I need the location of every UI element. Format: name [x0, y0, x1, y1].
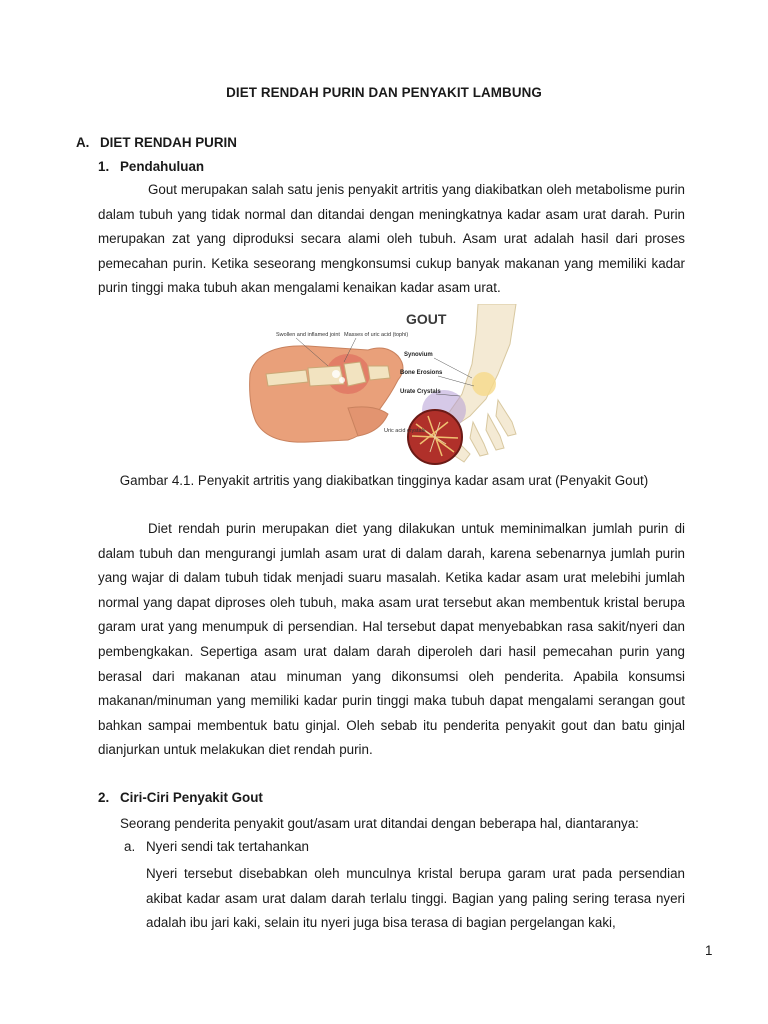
- label-swollen-joint: Swollen and inflamed joint: [276, 332, 340, 338]
- urate-crystal-image: [408, 410, 462, 464]
- subsection-1-heading: [98, 159, 204, 174]
- label-bone-erosions: Bone Erosions: [400, 370, 443, 376]
- list-item-a-heading: [124, 839, 309, 854]
- subsection-1-number: 1.: [98, 159, 110, 174]
- gout-illustration: [248, 304, 524, 474]
- section-a-heading: [76, 135, 237, 150]
- section-a-title: DIET RENDAH PURIN: [100, 135, 237, 150]
- paragraph-introduction: Gout merupakan salah satu jenis penyakit artritis yang diakibatkan oleh metabolisme purin dalam tubuh yang tidak normal dan ditandai dengan meningkatnya kadar asam urat darah. Purin merupakan zat yang diproduksi secara alami oleh tubuh. Asam urat adalah hasil dari proses pemecahan purin. Ketika seseorang mengkonsumsi cukup banyak makanan yang memiliki kadar purin tinggi maka tubuh akan mengalami kenaikan kadar asam urat.: [98, 182, 685, 296]
- list-item-a-title: Nyeri sendi tak tertahankan: [146, 839, 310, 854]
- label-synovium: Synovium: [404, 352, 433, 358]
- page-number: 1: [705, 943, 713, 958]
- section-a-number: A.: [76, 135, 90, 150]
- label-tophi: Masses of uric acid (tophi): [344, 332, 409, 338]
- subsection-1-title: Pendahuluan: [120, 159, 205, 174]
- subsection-2-number: 2.: [98, 790, 110, 805]
- document-title: DIET RENDAH PURIN DAN PENYAKIT LAMBUNG: [226, 85, 542, 100]
- subsection-2-heading: [98, 790, 263, 805]
- subsection-2-title: Ciri-Ciri Penyakit Gout: [120, 790, 263, 805]
- label-urate-crystals: Urate Crystals: [400, 389, 441, 395]
- list-item-a-paragraph: Nyeri tersebut disebabkan oleh munculnya kristal berupa garam urat pada persendian akibat kadar asam urat dalam darah terlalu tinggi. Bagian yang paling sering terasa nyeri adalah ibu jari kaki, selain itu nyeri juga bisa terasa di bagian pergelangan kaki,: [146, 866, 685, 931]
- label-uric-crystals: Uric acid crystals: [384, 428, 426, 434]
- figure-caption: Gambar 4.1. Penyakit artritis yang diakibatkan tingginya kadar asam urat (Penyakit Gout): [119, 473, 649, 488]
- figure-heading: GOUT: [406, 311, 447, 327]
- list-item-a-marker: a.: [124, 839, 136, 854]
- paragraph-diet-description: Diet rendah purin merupakan diet yang dilakukan untuk meminimalkan jumlah purin di dalam tubuh dan mengurangi jumlah asam urat di dalam darah, karena sebenarnya jumlah purin yang wajar di dalam tubuh tidak menjadi suaru masalah. Ketika kadar asam urat melebihi jumlah normal yang dapat diproses oleh tubuh, maka asam urat tersebut akan membentuk kristal berupa garam urat yang menumpuk di persendian. Hal tersebut dapat menyebabkan rasa sakit/nyeri dan pembengkakan. Sepertiga asam urat dalam darah diperoleh dari hasil pemecahan purin yang berasal dari makanan atau minuman yang dikonsumsi oleh penderita. Apabila konsumsi makanan/minuman yang memiliki kadar purin tinggi maka tubuh dapat mengalami serangan gout bahkan sampai membentuk batu ginjal. Oleh sebab itu penderita penyakit gout dan batu ginjal dianjurkan untuk melakukan diet rendah purin.: [98, 521, 685, 758]
- foot-image: [250, 346, 403, 442]
- subsection-2-intro: Seorang penderita penyakit gout/asam urat ditandai dengan beberapa hal, diantaranya:: [120, 816, 639, 831]
